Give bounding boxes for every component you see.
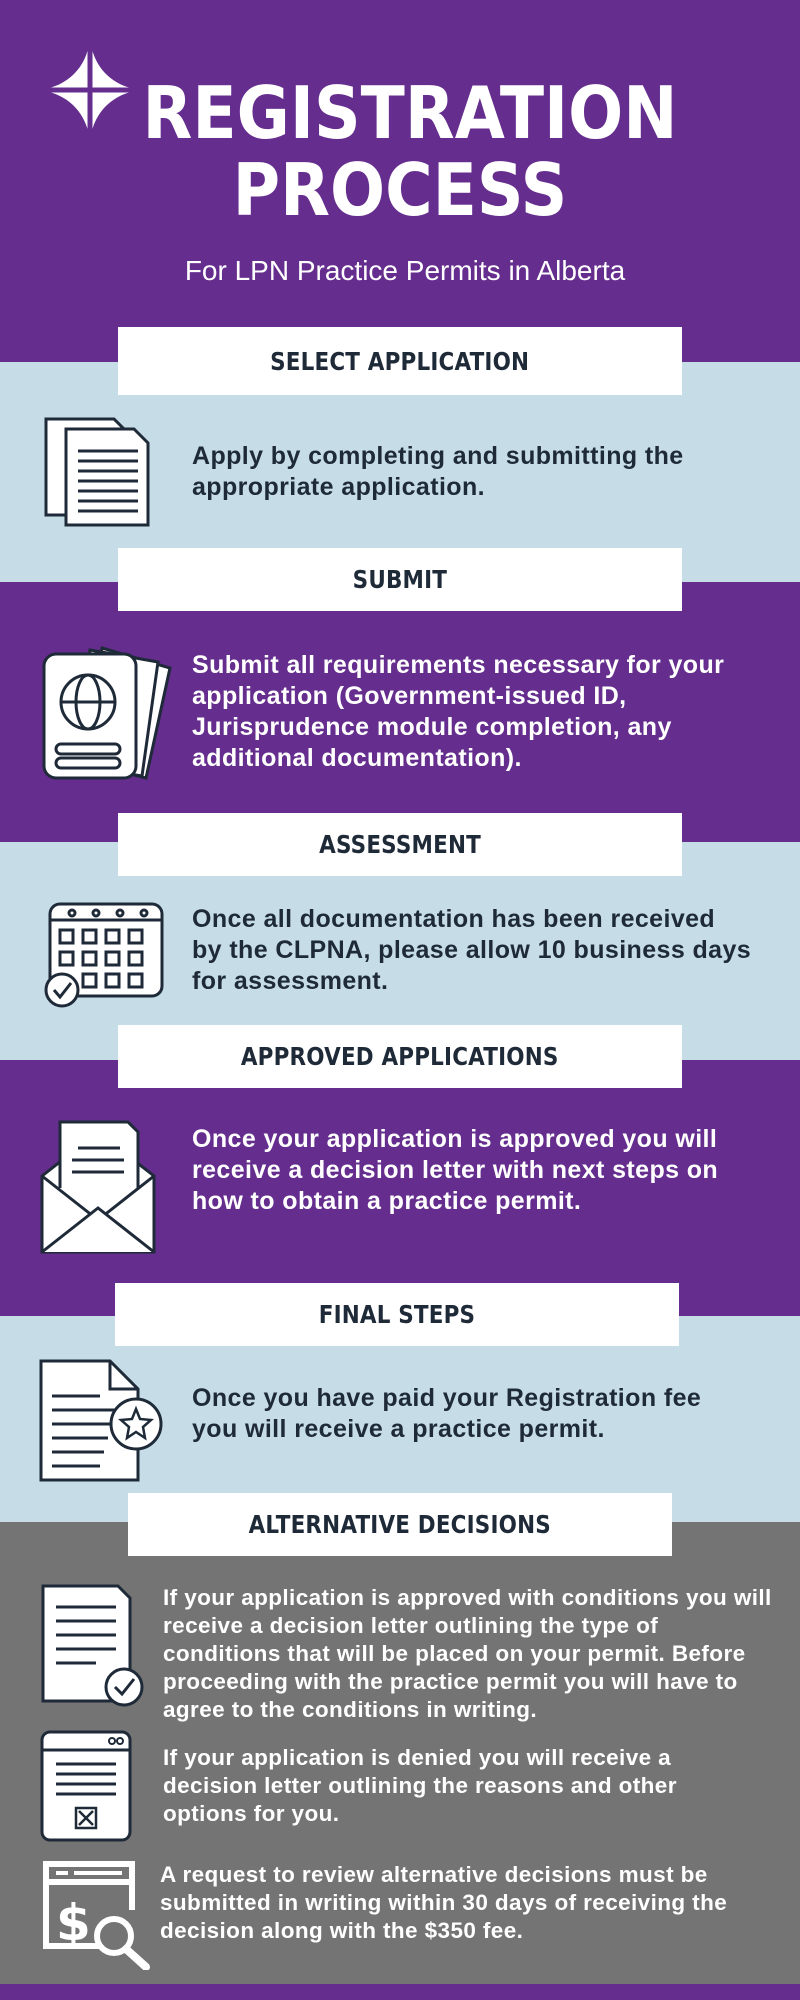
alternative-item-text: A request to review alternative decisions must be submitted in writing within 30 days of receiving the decision along with the $350 fee. [160, 1862, 728, 1943]
calendar-check-icon [42, 900, 166, 1010]
documents-icon [42, 415, 154, 531]
step-label: SUBMIT [352, 565, 448, 594]
step-label: APPROVED APPLICATIONS [241, 1042, 559, 1071]
step-label: FINAL STEPS [318, 1300, 476, 1329]
footer-strip [0, 1984, 800, 2000]
passport-icon [42, 642, 178, 782]
step-text: Once all documentation has been received by the CLPNA, please allow 10 business days for assessment. [192, 905, 752, 995]
page-title-line2: PROCESS [232, 148, 568, 232]
alternative-label-box [128, 1493, 672, 1556]
header-section [0, 0, 800, 362]
step-label-box [115, 1283, 679, 1346]
step-text: Submit all requirements necessary for your application (Government-issued ID, Jurisprudence module completion, any additional documentation). [192, 651, 725, 772]
page-title-line1: REGISTRATION [142, 71, 678, 155]
step-label: ASSESSMENT [319, 830, 481, 859]
window-denied-icon [40, 1730, 132, 1842]
step-text: Apply by completing and submitting the appropriate application. [192, 442, 684, 501]
step-text: Once your application is approved you will receive a decision letter with next steps on how to obtain a practice permit. [192, 1125, 719, 1215]
step-label-box [118, 1025, 682, 1088]
alternative-item-text: If your application is denied you will receive a decision letter outlining the reasons and other options for you. [163, 1745, 677, 1826]
step-label-box [118, 327, 682, 395]
step-label-box [118, 813, 682, 876]
alternative-label: ALTERNATIVE DECISIONS [248, 1510, 552, 1539]
page-subtitle: For LPN Practice Permits in Alberta [184, 255, 626, 286]
dollar-search-icon [42, 1860, 152, 1970]
step-label-box [118, 548, 682, 611]
document-check-icon [40, 1583, 146, 1709]
alternative-item-text: If your application is approved with conditions you will receive a decision letter outlining the type of conditions that will be placed on your permit. Before proceeding with the practice permit you will have to agree to the conditions in writing. [163, 1585, 772, 1722]
document-star-icon [38, 1358, 164, 1482]
envelope-letter-icon [38, 1118, 160, 1254]
step-label: SELECT APPLICATION [270, 346, 530, 376]
svg-text:$: $ [56, 1894, 91, 1952]
step-text: Once you have paid your Registration fee you will receive a practice permit. [192, 1384, 702, 1443]
